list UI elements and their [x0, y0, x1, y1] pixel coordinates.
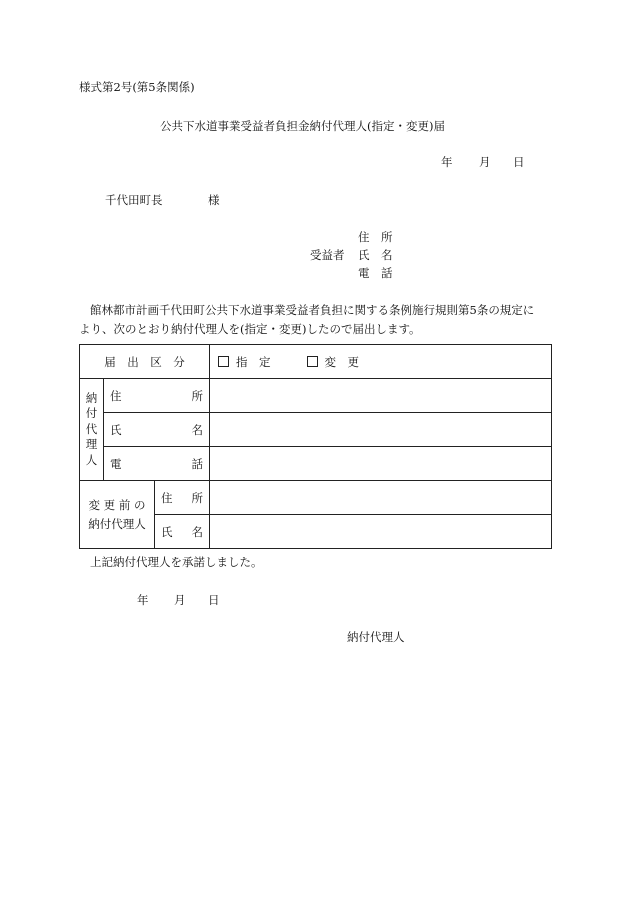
- form-title: 公共下水道事業受益者負担金納付代理人(指定・変更)届: [160, 119, 445, 133]
- consent-day-label: 日: [208, 593, 220, 607]
- prev-agent-name-label-right: 名: [191, 524, 204, 539]
- prev-agent-address-label-left: 住: [161, 490, 173, 505]
- beneficiary-phone-label: 電 話: [358, 266, 393, 280]
- type-options-cell: [210, 345, 552, 379]
- agent-group-char: 納: [85, 390, 98, 405]
- agent-phone-label-left: 電: [110, 456, 122, 471]
- body-text-line1: 館林都市計画千代田町公共下水道事業受益者負担に関する条例施行規則第5条の規定に: [90, 303, 535, 317]
- consent-agent-label: 納付代理人: [347, 630, 405, 644]
- type-label-cell: [80, 345, 210, 379]
- agent-phone-label-cell: [104, 447, 210, 481]
- agent-address-label-left: 住: [110, 388, 122, 403]
- prev-agent-address-label-cell: [155, 481, 210, 515]
- agent-form-table: [79, 344, 552, 549]
- prev-agent-address-label-right: 所: [191, 490, 204, 505]
- addressee-honorific: 様: [208, 193, 220, 207]
- consent-year-label: 年: [137, 593, 149, 607]
- agent-address-field[interactable]: [210, 379, 552, 413]
- agent-group-char: 代: [85, 421, 98, 436]
- agent-address-label-right: 所: [191, 388, 204, 403]
- agent-group-char: 理: [85, 437, 98, 452]
- beneficiary-address-label: 住 所: [358, 230, 393, 244]
- agent-name-label-cell: [104, 413, 210, 447]
- consent-month-label: 月: [174, 593, 186, 607]
- agent-phone-field[interactable]: [210, 447, 552, 481]
- change-checkbox[interactable]: [307, 356, 318, 367]
- body-text-line2: より、次のとおり納付代理人を(指定・変更)したので届出します。: [79, 322, 421, 336]
- date-year-label: 年: [441, 155, 453, 169]
- agent-phone-label-right: 話: [191, 456, 204, 471]
- beneficiary-group-label: 受益者: [310, 248, 345, 262]
- agent-name-label-right: 名: [191, 422, 204, 437]
- agent-name-field[interactable]: [210, 413, 552, 447]
- change-option-label: 変 更: [324, 354, 360, 369]
- prev-agent-address-field[interactable]: [210, 481, 552, 515]
- prev-agent-group-line1: 変 更 前 の: [88, 498, 146, 513]
- agent-group-char: 付: [85, 406, 98, 421]
- designate-checkbox[interactable]: [218, 356, 229, 367]
- date-month-label: 月: [479, 155, 491, 169]
- prev-agent-name-label-left: 氏: [161, 524, 173, 539]
- designate-option-label: 指 定: [236, 354, 271, 369]
- prev-agent-name-label-cell: [155, 515, 210, 549]
- prev-agent-name-field[interactable]: [210, 515, 552, 549]
- agent-address-label-cell: [104, 379, 210, 413]
- form-number: 様式第2号(第5条関係): [79, 80, 195, 94]
- agent-group-char: 人: [85, 452, 98, 467]
- beneficiary-name-label: 氏 名: [358, 248, 393, 262]
- addressee-name: 千代田町長: [105, 193, 163, 207]
- prev-agent-group-line2: 納付代理人: [88, 516, 146, 531]
- type-label: 届 出 区 分: [104, 354, 185, 369]
- prev-agent-group-cell: [80, 481, 155, 549]
- consent-text: 上記納付代理人を承諾しました。: [90, 555, 263, 569]
- agent-name-label-left: 氏: [110, 422, 122, 437]
- date-day-label: 日: [513, 155, 525, 169]
- agent-group-cell: [80, 379, 104, 481]
